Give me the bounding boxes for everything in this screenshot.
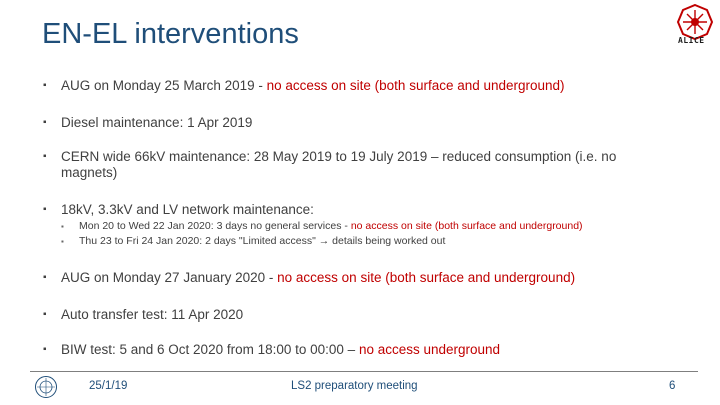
bullet-highlight: no access on site (both surface and underground) <box>277 270 576 285</box>
sub-bullet-marker: ▪ <box>61 237 64 246</box>
sub-bullet-text: Mon 20 to Wed 22 Jan 2020: 3 days no general services - <box>79 220 351 232</box>
bullet-text: Diesel maintenance: 1 Apr 2019 <box>61 115 253 130</box>
slide-title: EN-EL interventions <box>42 18 299 50</box>
sub-bullet-item <box>61 235 681 248</box>
bullet-marker: ▪ <box>43 309 47 320</box>
bullet-highlight: no access underground <box>358 342 501 357</box>
bullet-item <box>43 202 673 218</box>
sub-bullet-item <box>61 220 681 233</box>
bullet-marker: ▪ <box>43 344 47 355</box>
page-number: 6 <box>669 380 676 392</box>
bullet-item <box>43 342 673 358</box>
sub-bullet-marker: ▪ <box>61 222 64 231</box>
bullet-marker: ▪ <box>43 204 47 215</box>
bullet-item <box>43 270 673 286</box>
bullet-item <box>43 149 643 181</box>
bullet-text: AUG on Monday 25 March 2019 - <box>61 78 267 93</box>
bullet-marker: ▪ <box>43 272 47 283</box>
bullet-marker: ▪ <box>43 151 47 162</box>
alice-logo-text: ALICE <box>678 36 705 45</box>
bullet-text: CERN wide 66kV maintenance: 28 May 2019 to 19 July 2019 – reduced consumption (i.e. no magnets) <box>61 149 617 180</box>
footer-divider <box>30 371 698 372</box>
bullet-marker: ▪ <box>43 117 47 128</box>
cern-logo-icon <box>34 375 58 399</box>
bullet-highlight: no access on site (both surface and underground) <box>266 78 565 93</box>
bullet-item <box>43 307 673 323</box>
sub-bullet-text: Thu 23 to Fri 24 Jan 2020: 2 days "Limited access" → details being worked out <box>79 235 446 247</box>
bullet-text: 18kV, 3.3kV and LV network maintenance: <box>61 202 314 217</box>
sub-bullet-highlight: no access on site (both surface and underground) <box>350 220 583 232</box>
bullet-text: AUG on Monday 27 January 2020 - <box>61 270 278 285</box>
bullet-marker: ▪ <box>43 80 47 91</box>
bullet-text: BIW test: 5 and 6 Oct 2020 from 18:00 to 00:00 – <box>61 342 359 357</box>
footer-meeting-title: LS2 preparatory meeting <box>291 380 418 392</box>
footer-date: 25/1/19 <box>89 380 128 392</box>
bullet-text: Auto transfer test: 11 Apr 2020 <box>61 307 244 322</box>
bullet-item <box>43 78 673 94</box>
bullet-item <box>43 115 673 131</box>
